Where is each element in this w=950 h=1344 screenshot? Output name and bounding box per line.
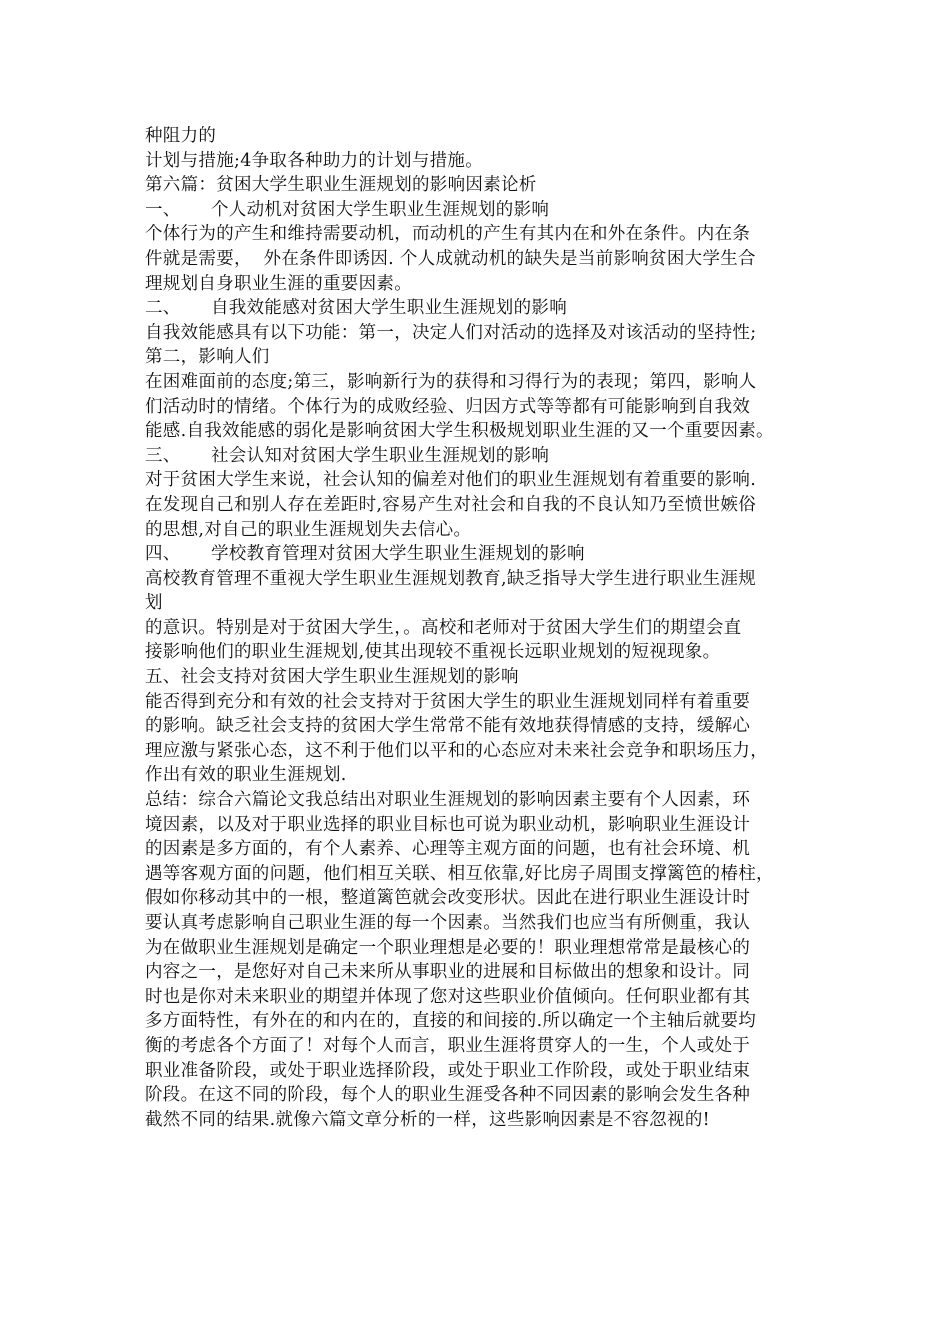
section-title: 学校教育管理对贫困大学生职业生涯规划的影响 (211, 544, 585, 565)
section-heading (145, 665, 815, 690)
text-line: 种阻力的 (145, 126, 217, 146)
text-line: 划 (145, 593, 163, 614)
text-line: 在困难面前的态度;第三，影响新行为的获得和习得行为的表现；第四，影响人 (145, 371, 757, 392)
text-line: 计划与措施;4争取各种助力的计划与措施。 (145, 150, 484, 171)
section-heading (145, 444, 815, 469)
summary-line: 假如你移动其中的一根，整道篱笆就会改变形状。因此在进行职业生涯设计时 (145, 888, 751, 909)
summary-line: 总结：综合六篇论文我总结出对职业生涯规划的影响因素主要有个人因素，环 (145, 790, 751, 811)
text-line: 在发现自己和别人存在差距时,容易产生对社会和自我的不良认知乃至愤世嫉俗 (145, 494, 757, 515)
text-line: 高校教育管理不重视大学生职业生涯规划教育,缺乏指导大学生进行职业生涯规 (145, 568, 757, 589)
section-number: 三、 (145, 445, 181, 466)
summary-line: 时也是你对未来职业的期望并体现了您对这些职业价值倾向。任何职业都有其 (145, 986, 751, 1007)
text-line: 件就是需要， 外在条件即诱因. 个人成就动机的缺失是当前影响贫困大学生合 (145, 248, 756, 269)
text-line: 个体行为的产生和维持需要动机，而动机的产生有其内在和外在条件。内在条 (145, 224, 751, 245)
section-title: 五、社会支持对贫困大学生职业生涯规划的影响 (145, 667, 519, 688)
summary-line: 职业准备阶段，或处于职业选择阶段，或处于职业工作阶段，或处于职业结束 (145, 1060, 751, 1081)
summary-line: 阶段。在这不同的阶段，每个人的职业生涯受各种不同因素的影响会发生各种 (145, 1085, 751, 1106)
text-line: 第二，影响人们 (145, 347, 270, 368)
summary-line: 要认真考虑影响自己职业生涯的每一个因素。当然我们也应当有所侧重，我认 (145, 913, 751, 933)
text-line: 的思想,对自己的职业生涯规划失去信心。 (145, 519, 472, 540)
summary-line: 内容之一，是您好对自己未来所从事职业的进展和目标做出的想象和设计。同 (145, 962, 751, 983)
text-line: 理应激与紧张心态，这不利于他们以平和的心态应对未来社会竞争和职场压力， (145, 740, 768, 761)
section-number: 一、 (145, 199, 181, 220)
section-number: 二、 (145, 298, 181, 319)
text-line: 对于贫困大学生来说，社会认知的偏差对他们的职业生涯规划有着重要的影响. (145, 470, 757, 491)
summary-line: 遇等客观方面的问题，他们相互关联、相互依靠,好比房子周围支撑篱笆的椿柱， (145, 863, 774, 884)
text-line: 能感.自我效能感的弱化是影响贫困大学生积极规划职业生涯的又一个重要因素。 (145, 421, 774, 442)
summary-line: 的因素是多方面的，有个人素养、心理等主观方面的问题，也有社会环境、机 (145, 839, 751, 860)
section-title: 自我效能感对贫困大学生职业生涯规划的影响 (211, 298, 567, 319)
text-line: 们活动时的情绪。个体行为的成败经验、归因方式等等都有可能影响到自我效 (145, 396, 751, 417)
section-title: 个人动机对贫困大学生职业生涯规划的影响 (211, 199, 550, 220)
text-line: 的影响。缺乏社会支持的贫困大学生常常不能有效地获得情感的支持，缓解心 (145, 716, 751, 737)
summary-line: 为在做职业生涯规划是确定一个职业理想是必要的！职业理想常常是最核心的 (145, 937, 751, 958)
section-title: 社会认知对贫困大学生职业生涯规划的影响 (211, 445, 550, 466)
text-line: 接影响他们的职业生涯规划,使其出现较不重视长远职业规划的短视现象。 (145, 642, 721, 663)
text-line: 自我效能感具有以下功能：第一，决定人们对活动的选择及对该活动的坚持性; (145, 322, 757, 343)
section-heading (145, 296, 815, 321)
summary-line: 衡的考虑各个方面了！对每个人而言，职业生涯将贯穿人的一生，个人或处于 (145, 1035, 751, 1056)
summary-line: 境因素，以及对于职业选择的职业目标也可说为职业动机，影响职业生涯设计 (145, 814, 751, 835)
document-body (145, 124, 815, 1132)
section-number: 四、 (145, 544, 181, 565)
summary-line: 截然不同的结果.就像六篇文章分析的一样，这些影响因素是不容忽视的! (145, 1109, 710, 1130)
text-line: 作出有效的职业生涯规划. (145, 765, 347, 786)
section-heading (145, 542, 815, 567)
section-heading (145, 198, 815, 223)
text-line: 的意识。特别是对于贫困大学生，。高校和老师对于贫困大学生们的期望会直 (145, 617, 742, 638)
text-line: 理规划自身职业生涯的重要因素。 (145, 273, 412, 294)
summary-line: 多方面特性，有外在的和内在的，直接的和间接的.所以确定一个主轴后就要均 (145, 1011, 757, 1032)
chapter-title: 第六篇：贫困大学生职业生涯规划的影响因素论析 (145, 175, 537, 196)
text-line: 能否得到充分和有效的社会支持对于贫困大学生的职业生涯规划同样有着重要 (145, 691, 751, 712)
